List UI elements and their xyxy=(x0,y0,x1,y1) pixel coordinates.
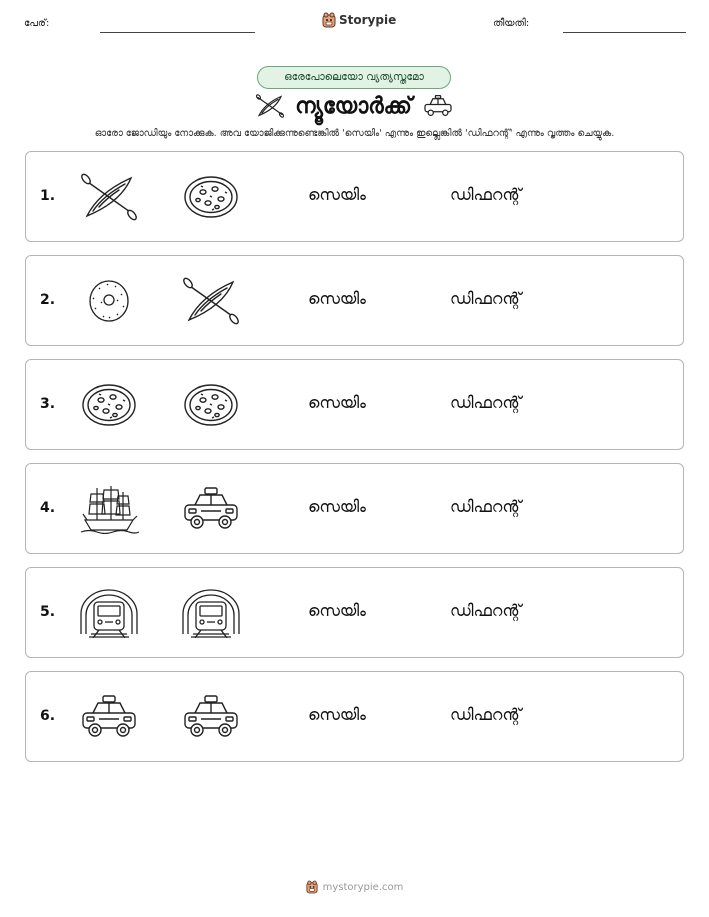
footer xyxy=(0,880,709,894)
instructions: ഓരോ ജോഡിയും നോക്കുക. അവ യോജിക്കുന്നുണ്ടെങ്കിൽ 'സെയിം' എന്നും ഇല്ലെങ്കിൽ 'ഡിഫറന്റ്' എന്നും വൃത്തം ചെയ്യുക. xyxy=(94,128,615,139)
different-option[interactable]: ഡിഫറന്റ് xyxy=(450,705,522,724)
different-option[interactable]: ഡിഫറന്റ് xyxy=(450,393,522,412)
taxi-icon xyxy=(181,692,241,742)
date-line[interactable] xyxy=(563,32,686,33)
ship-icon xyxy=(79,484,139,534)
kayak-icon xyxy=(181,276,241,326)
topic-badge: ഒരേപോലെയോ വ്യത്യസ്തമോ xyxy=(257,66,451,89)
storypie-logo-icon xyxy=(322,12,336,28)
question-number: 1. xyxy=(40,188,56,204)
same-option[interactable]: സെയിം xyxy=(308,705,366,724)
brand-name: Storypie xyxy=(339,13,397,27)
footer-url[interactable]: mystorypie.com xyxy=(322,881,404,893)
question-row-4 xyxy=(25,463,684,554)
brand xyxy=(322,12,396,28)
same-option[interactable]: സെയിം xyxy=(308,393,366,412)
name-label: പേര്: xyxy=(24,18,50,29)
taxi-icon xyxy=(422,93,454,119)
kayak-icon xyxy=(255,93,285,119)
taxi-icon xyxy=(181,484,241,534)
same-option[interactable]: സെയിം xyxy=(308,497,366,516)
pizza-icon xyxy=(181,380,241,430)
same-option[interactable]: സെയിം xyxy=(308,185,366,204)
date-label: തീയതി: xyxy=(493,18,530,29)
question-number: 2. xyxy=(40,292,56,308)
title-row xyxy=(0,90,709,122)
bagel-icon xyxy=(79,276,139,326)
kayak-icon xyxy=(79,172,139,222)
question-number: 3. xyxy=(40,396,56,412)
same-option[interactable]: സെയിം xyxy=(308,601,366,620)
question-row-5 xyxy=(25,567,684,658)
pizza-icon xyxy=(181,172,241,222)
same-option[interactable]: സെയിം xyxy=(308,289,366,308)
subway-icon xyxy=(79,588,139,638)
question-row-2 xyxy=(25,255,684,346)
question-number: 5. xyxy=(40,604,56,620)
different-option[interactable]: ഡിഫറന്റ് xyxy=(450,497,522,516)
name-line[interactable] xyxy=(100,32,255,33)
taxi-icon xyxy=(79,692,139,742)
pizza-icon xyxy=(79,380,139,430)
different-option[interactable]: ഡിഫറന്റ് xyxy=(450,289,522,308)
question-number: 4. xyxy=(40,500,56,516)
different-option[interactable]: ഡിഫറന്റ് xyxy=(450,601,522,620)
subway-icon xyxy=(181,588,241,638)
storypie-logo-icon xyxy=(306,880,318,894)
different-option[interactable]: ഡിഫറന്റ് xyxy=(450,185,522,204)
question-row-6 xyxy=(25,671,684,762)
question-row-1 xyxy=(25,151,684,242)
page-title: ന്യൂയോർക്ക് xyxy=(295,93,412,119)
question-number: 6. xyxy=(40,708,56,724)
question-row-3 xyxy=(25,359,684,450)
